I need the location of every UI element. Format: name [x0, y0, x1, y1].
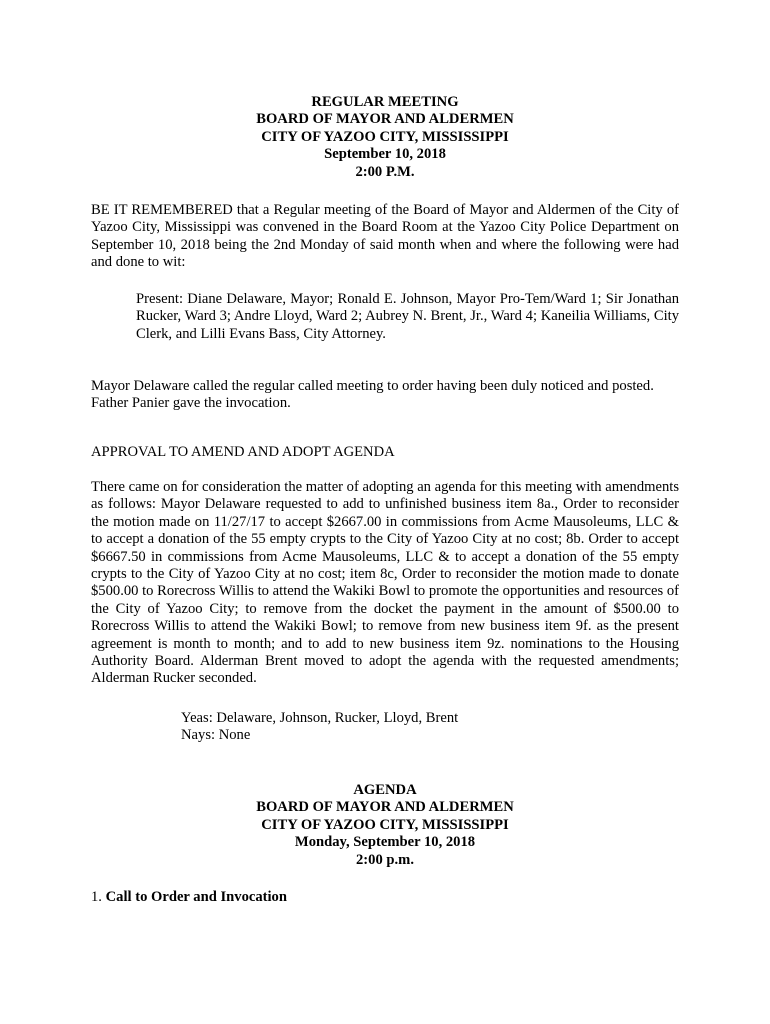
agenda-header-line-1: AGENDA — [353, 782, 417, 798]
invocation-line: Father Panier gave the invocation. — [91, 395, 291, 412]
agenda-header-line-4: Monday, September 10, 2018 — [294, 834, 476, 851]
vote-block — [181, 710, 679, 745]
call-to-order-paragraph — [91, 378, 710, 413]
header-line-4: September 10, 2018 — [324, 146, 446, 163]
vote-yeas: Yeas: Delaware, Johnson, Rucker, Lloyd, Brent — [181, 710, 459, 726]
call-to-order-line-1: Mayor Delaware called the regular called meeting to order having been duly noticed and posted. — [91, 378, 654, 394]
meeting-header — [91, 94, 679, 181]
intro-paragraph: BE IT REMEMBERED that a Regular meeting of the Board of Mayor and Aldermen of the City of Yazoo City, Mississippi was convened in the Board Room at the Yazoo City Police Department on September 10, 2018 being the 2nd Monday of said month when and where the following were had and done to wit: — [91, 202, 679, 271]
agenda-header-line-5: 2:00 p.m. — [356, 851, 414, 868]
header-line-5: 2:00 P.M. — [355, 163, 415, 180]
agenda-item-1 — [91, 889, 679, 906]
agenda-header-line-2: BOARD OF MAYOR AND ALDERMEN — [256, 799, 514, 816]
agenda-header — [91, 782, 679, 869]
agenda-item-1-title: Call to Order and Invocation — [105, 889, 287, 905]
approval-body: There came on for consideration the matter of adopting an agenda for this meeting with amendments as follows: Mayor Delaware requested to add to unfinished business item 8a., Order to reconsider the motion made on 11/27/17 to accept $2667.00 in commissions from Acme Mausoleums, LLC & to accept a donation of the 55 empty crypts to the City of Yazoo City at no cost; 8b. Order to accept $6667.50 in commissions from Acme Mausoleums, LLC & to accept a donation of the 55 empty crypts to the City of Yazoo City at no cost; item 8c, Order to reconsider the motion made to donate $500.00 to Rorecross Willis to attend the Wakiki Bowl to promote the opportunities and resources of the City of Yazoo City; to remove from the docket the payment in the amount of $500.00 to Rorecross Willis to attend the Wakiki Bowl; to remove from new business item 9f. as the present agreement is month to month; and to add to new business item 9z. nominations to the Housing Authority Board. Alderman Brent moved to adopt the agenda with the requested amendments; Alderman Rucker seconded. — [91, 479, 680, 687]
agenda-item-1-number: 1. — [91, 889, 102, 905]
present-paragraph: Present: Diane Delaware, Mayor; Ronald E. Johnson, Mayor Pro-Tem/Ward 1; Sir Jonathan Rucker, Ward 3; Andre Lloyd, Ward 2; Aubrey N. Brent, Jr., Ward 4; Kaneilia Williams, City Clerk, and Lilli Evans Bass, City Attorney. — [136, 291, 679, 342]
header-line-3: CITY OF YAZOO CITY, MISSISSIPPI — [261, 128, 509, 145]
vote-nays: Nays: None — [181, 727, 251, 744]
header-line-1: REGULAR MEETING — [311, 94, 459, 110]
header-line-2: BOARD OF MAYOR AND ALDERMEN — [256, 111, 514, 128]
agenda-header-line-3: CITY OF YAZOO CITY, MISSISSIPPI — [261, 816, 509, 833]
approval-heading: APPROVAL TO AMEND AND ADOPT AGENDA — [91, 444, 395, 460]
